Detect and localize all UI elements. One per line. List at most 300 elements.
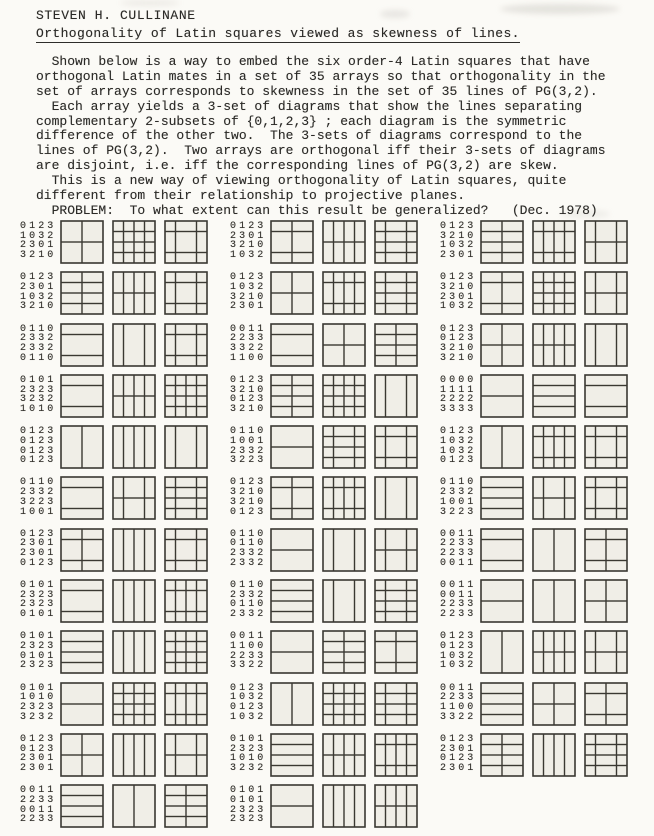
array-row: 3210	[20, 250, 57, 262]
array-entry	[440, 323, 652, 365]
partition-diagram-2	[532, 528, 576, 572]
latin-square-array	[20, 273, 60, 312]
array-row: 1032	[440, 301, 477, 313]
array-row: 0123	[230, 221, 267, 232]
array-row: 2332	[230, 609, 267, 621]
array-entry	[20, 323, 232, 365]
scan-smudge	[120, 0, 180, 6]
partition-diagram-1	[270, 630, 314, 674]
array-row: 0011	[230, 631, 267, 643]
partition-diagram-2	[322, 630, 366, 674]
array-row: 3322	[230, 660, 267, 672]
array-row: 0123	[20, 528, 57, 540]
partition-diagram-2	[112, 579, 156, 623]
array-entry	[20, 374, 232, 416]
array-row: 3322	[230, 342, 267, 354]
partition-diagram-2	[532, 733, 576, 777]
latin-square-array	[230, 427, 270, 466]
array-entry	[230, 528, 442, 570]
partition-diagram-1	[60, 425, 104, 469]
partition-diagram-2	[532, 476, 576, 520]
partition-diagram-3	[374, 220, 418, 264]
latin-square-array	[440, 530, 480, 569]
partition-diagram-1	[60, 784, 104, 828]
array-row: 2332	[230, 548, 267, 560]
array-row: 2301	[20, 763, 57, 775]
array-row: 0123	[440, 733, 477, 745]
latin-square-array	[20, 325, 60, 364]
array-row: 3223	[20, 496, 57, 508]
array-entry	[20, 528, 232, 570]
array-entry	[20, 271, 232, 313]
array-row: 3210	[440, 230, 477, 242]
array-row: 1100	[440, 702, 477, 714]
array-row: 0123	[20, 743, 57, 755]
array-row: 0123	[440, 641, 477, 653]
array-row: 0101	[20, 580, 57, 592]
partition-diagram-2	[322, 220, 366, 264]
array-row: 2233	[440, 538, 477, 550]
partition-diagram-2	[112, 374, 156, 418]
array-row: 2332	[20, 333, 57, 345]
partition-diagram-1	[270, 784, 314, 828]
partition-diagram-3	[374, 425, 418, 469]
partition-diagram-2	[322, 374, 366, 418]
array-row: 2332	[440, 487, 477, 499]
latin-square-array	[20, 376, 60, 415]
array-row: 0110	[230, 580, 267, 592]
array-row: 2301	[440, 763, 477, 775]
partition-diagram-1	[270, 220, 314, 264]
array-row: 2301	[440, 743, 477, 755]
array-row: 3223	[440, 506, 477, 518]
partition-diagram-1	[480, 682, 524, 726]
array-row: 1032	[230, 281, 267, 293]
array-row: 0123	[230, 702, 267, 714]
array-row: 2323	[20, 589, 57, 601]
array-row: 3223	[230, 455, 267, 467]
partition-diagram-2	[112, 220, 156, 264]
body-line: difference of the other two. The 3-sets of diagrams correspond to the	[36, 128, 583, 144]
array-entry	[440, 528, 652, 570]
array-row: 1001	[440, 496, 477, 508]
array-row: 0101	[230, 733, 267, 745]
array-entry	[230, 271, 442, 313]
array-row: 0101	[20, 631, 57, 643]
array-row: 1032	[440, 445, 477, 457]
partition-diagram-3	[164, 733, 208, 777]
partition-diagram-1	[60, 682, 104, 726]
latin-square-array	[20, 478, 60, 517]
array-row: 1100	[230, 352, 267, 364]
latin-square-array	[230, 735, 270, 774]
latin-square-array	[440, 273, 480, 312]
array-row: 0123	[20, 557, 57, 569]
partition-diagram-3	[164, 579, 208, 623]
arrays-column-2	[230, 220, 442, 836]
latin-square-array	[230, 376, 270, 415]
array-row: 2323	[230, 814, 267, 826]
body-line: are disjoint, i.e. iff the corresponding lines of PG(3,2) are skew.	[36, 158, 559, 174]
array-row: 0123	[230, 506, 267, 518]
partition-diagram-1	[480, 733, 524, 777]
partition-diagram-2	[532, 682, 576, 726]
array-row: 0123	[230, 394, 267, 406]
array-row: 0110	[20, 323, 57, 335]
latin-square-array	[230, 684, 270, 723]
latin-square-array	[440, 478, 480, 517]
partition-diagram-1	[270, 425, 314, 469]
array-row: 0110	[230, 528, 267, 540]
array-row: 0123	[230, 272, 267, 284]
array-row: 0123	[20, 426, 57, 438]
array-row: 3210	[440, 352, 477, 364]
array-row: 1032	[440, 240, 477, 252]
array-row: 3232	[20, 711, 57, 723]
array-row: 2323	[20, 599, 57, 611]
array-row: 0101	[20, 609, 57, 621]
array-row: 0011	[20, 785, 57, 797]
partition-diagram-3	[164, 682, 208, 726]
array-row: 2301	[440, 291, 477, 303]
array-entry	[20, 579, 232, 621]
array-row: 0123	[20, 272, 57, 284]
partition-diagram-3	[584, 323, 628, 367]
array-row: 2323	[230, 743, 267, 755]
array-row: 0123	[20, 221, 57, 232]
latin-square-array	[20, 632, 60, 671]
partition-diagram-2	[322, 579, 366, 623]
partition-diagram-2	[112, 682, 156, 726]
body-line: This is a new way of viewing orthogonality of Latin squares, quite	[36, 173, 567, 189]
latin-square-array	[20, 735, 60, 774]
partition-diagram-3	[164, 784, 208, 828]
partition-diagram-3	[374, 323, 418, 367]
array-row: 0123	[440, 272, 477, 284]
partition-diagram-1	[270, 528, 314, 572]
array-row: 0101	[20, 682, 57, 694]
partition-diagram-3	[164, 271, 208, 315]
latin-square-array	[20, 222, 60, 261]
array-row: 2332	[230, 589, 267, 601]
partition-diagram-3	[164, 425, 208, 469]
latin-square-array	[230, 632, 270, 671]
array-entry	[440, 425, 652, 467]
latin-square-array	[20, 581, 60, 620]
array-row: 0110	[230, 599, 267, 611]
latin-square-array	[230, 478, 270, 517]
array-row: 2332	[20, 487, 57, 499]
array-entry	[230, 784, 442, 826]
array-row: 0123	[230, 477, 267, 489]
latin-square-array	[230, 222, 270, 261]
partition-diagram-3	[584, 630, 628, 674]
array-row: 0110	[20, 352, 57, 364]
array-entry	[440, 682, 652, 724]
array-row: 1010	[230, 753, 267, 765]
partition-diagram-3	[584, 271, 628, 315]
partition-diagram-1	[60, 374, 104, 418]
array-row: 0000	[440, 374, 477, 386]
partition-diagram-2	[532, 271, 576, 315]
array-row: 0101	[230, 785, 267, 797]
array-entry	[230, 682, 442, 724]
array-row: 0110	[230, 538, 267, 550]
partition-diagram-1	[60, 528, 104, 572]
partition-diagram-1	[60, 476, 104, 520]
array-entry	[440, 220, 652, 262]
array-row: 1032	[230, 692, 267, 704]
array-row: 1032	[440, 650, 477, 662]
latin-square-array	[230, 786, 270, 825]
partition-diagram-2	[532, 579, 576, 623]
array-entry	[20, 220, 232, 262]
partition-diagram-1	[480, 579, 524, 623]
partition-diagram-1	[60, 630, 104, 674]
array-row: 0123	[440, 753, 477, 765]
latin-square-array	[230, 581, 270, 620]
array-row: 2332	[20, 342, 57, 354]
array-row: 3210	[230, 240, 267, 252]
array-entry	[230, 220, 442, 262]
array-entry	[230, 374, 442, 416]
partition-diagram-3	[164, 528, 208, 572]
array-row: 2233	[20, 814, 57, 826]
array-row: 2233	[440, 548, 477, 560]
array-row: 0123	[230, 374, 267, 386]
array-entry	[20, 784, 232, 826]
array-row: 1032	[230, 711, 267, 723]
partition-diagram-2	[112, 425, 156, 469]
array-row: 0123	[440, 426, 477, 438]
partition-diagram-3	[164, 630, 208, 674]
partition-diagram-1	[480, 528, 524, 572]
latin-square-array	[20, 684, 60, 723]
latin-square-array	[440, 632, 480, 671]
array-row: 0011	[440, 557, 477, 569]
body-line: different from their relationship to projective planes.	[36, 188, 466, 204]
array-row: 2222	[440, 394, 477, 406]
array-entry	[230, 425, 442, 467]
latin-square-array	[440, 222, 480, 261]
partition-diagram-3	[374, 784, 418, 828]
array-row: 1001	[20, 506, 57, 518]
latin-square-array	[440, 684, 480, 723]
array-row: 3333	[440, 403, 477, 415]
partition-diagram-2	[112, 271, 156, 315]
latin-square-array	[440, 376, 480, 415]
array-entry	[20, 425, 232, 467]
array-row: 0123	[440, 221, 477, 232]
array-entry	[230, 630, 442, 672]
latin-square-array	[20, 427, 60, 466]
array-row: 1100	[230, 641, 267, 653]
array-entry	[230, 733, 442, 775]
array-row: 3210	[230, 496, 267, 508]
array-row: 1032	[440, 435, 477, 447]
partition-diagram-1	[60, 579, 104, 623]
partition-diagram-3	[164, 220, 208, 264]
array-row: 2301	[20, 538, 57, 550]
partition-diagram-1	[480, 271, 524, 315]
partition-diagram-2	[322, 733, 366, 777]
partition-diagram-2	[532, 323, 576, 367]
partition-diagram-1	[60, 220, 104, 264]
partition-diagram-1	[270, 323, 314, 367]
partition-diagram-3	[584, 374, 628, 418]
partition-diagram-3	[584, 579, 628, 623]
array-row: 2332	[230, 557, 267, 569]
array-row: 0011	[440, 580, 477, 592]
array-row: 2233	[230, 333, 267, 345]
partition-diagram-1	[270, 579, 314, 623]
array-entry	[440, 271, 652, 313]
array-row: 3210	[440, 342, 477, 354]
array-row: 2301	[230, 301, 267, 313]
document-header	[36, 8, 520, 43]
partition-diagram-1	[480, 220, 524, 264]
array-row: 2332	[230, 445, 267, 457]
partition-diagram-1	[480, 630, 524, 674]
array-entry	[440, 630, 652, 672]
array-entry	[440, 476, 652, 518]
array-row: 0123	[20, 455, 57, 467]
array-row: 2301	[20, 753, 57, 765]
array-row: 0123	[440, 631, 477, 643]
partition-diagram-2	[322, 425, 366, 469]
latin-square-array	[230, 530, 270, 569]
latin-square-array	[440, 735, 480, 774]
partition-diagram-2	[112, 784, 156, 828]
array-row: 1032	[230, 250, 267, 262]
array-row: 3210	[230, 384, 267, 396]
partition-diagram-1	[60, 271, 104, 315]
array-row: 3232	[230, 763, 267, 775]
array-row: 2233	[20, 794, 57, 806]
array-row: 0123	[20, 733, 57, 745]
array-row: 2301	[440, 250, 477, 262]
partition-diagram-1	[480, 374, 524, 418]
array-row: 0011	[440, 682, 477, 694]
partition-diagram-1	[60, 733, 104, 777]
array-row: 0011	[230, 323, 267, 335]
partition-diagram-3	[374, 271, 418, 315]
partition-diagram-2	[532, 374, 576, 418]
body-line: Each array yields a 3-set of diagrams that show the lines separating	[36, 98, 583, 114]
partition-diagram-3	[584, 425, 628, 469]
partition-diagram-1	[270, 476, 314, 520]
partition-diagram-2	[322, 271, 366, 315]
array-entry	[20, 476, 232, 518]
array-row: 2233	[440, 692, 477, 704]
array-row: 3210	[230, 403, 267, 415]
array-row: 2323	[20, 384, 57, 396]
partition-diagram-3	[164, 323, 208, 367]
partition-diagram-3	[374, 733, 418, 777]
partition-diagram-1	[270, 733, 314, 777]
document-title: Orthogonality of Latin squares viewed as skewness of lines.	[36, 26, 520, 41]
partition-diagram-3	[374, 682, 418, 726]
array-row: 3210	[230, 291, 267, 303]
array-row: 1032	[20, 230, 57, 242]
body-line: lines of PG(3,2). Two arrays are orthogonal iff their 3-sets of diagrams	[36, 143, 606, 159]
partition-diagram-1	[480, 323, 524, 367]
partition-diagram-3	[584, 220, 628, 264]
partition-diagram-2	[322, 323, 366, 367]
array-entry	[20, 682, 232, 724]
partition-diagram-2	[112, 630, 156, 674]
array-row: 0011	[20, 804, 57, 816]
array-entry	[230, 579, 442, 621]
array-row: 0123	[230, 682, 267, 694]
array-row: 1111	[440, 384, 477, 396]
partition-diagram-3	[374, 476, 418, 520]
partition-diagram-3	[584, 733, 628, 777]
array-row: 0011	[440, 589, 477, 601]
array-entry	[230, 323, 442, 365]
array-row: 2301	[20, 548, 57, 560]
array-entry	[20, 630, 232, 672]
latin-square-array	[440, 581, 480, 620]
latin-square-array	[230, 325, 270, 364]
array-row: 0110	[440, 477, 477, 489]
partition-diagram-3	[374, 528, 418, 572]
partition-diagram-3	[584, 528, 628, 572]
array-row: 3322	[440, 711, 477, 723]
array-row: 0123	[20, 445, 57, 457]
array-row: 2323	[230, 804, 267, 816]
partition-diagram-1	[480, 425, 524, 469]
arrays-column-1	[20, 220, 232, 836]
latin-square-array	[440, 325, 480, 364]
array-row: 0110	[20, 477, 57, 489]
body-line: set of arrays corresponds to skewness in the set of 35 lines of PG(3,2).	[36, 83, 598, 99]
array-row: 0101	[20, 650, 57, 662]
partition-diagram-2	[322, 476, 366, 520]
partition-diagram-2	[112, 528, 156, 572]
array-row: 0101	[230, 794, 267, 806]
latin-square-array	[230, 273, 270, 312]
array-row: 2301	[20, 240, 57, 252]
partition-diagram-1	[270, 271, 314, 315]
array-row: 3210	[440, 281, 477, 293]
partition-diagram-3	[584, 476, 628, 520]
partition-diagram-3	[374, 579, 418, 623]
author-name: STEVEN H. CULLINANE	[36, 8, 196, 23]
array-row: 3232	[20, 394, 57, 406]
latin-square-array	[20, 786, 60, 825]
array-entry	[20, 733, 232, 775]
partition-diagram-2	[112, 476, 156, 520]
array-row: 1032	[440, 660, 477, 672]
array-row: 1010	[20, 692, 57, 704]
body-line: Shown below is a way to embed the six order-4 Latin squares that have	[36, 54, 590, 69]
array-entry	[440, 733, 652, 775]
array-row: 2323	[20, 641, 57, 653]
arrays-column-3	[440, 220, 652, 784]
partition-diagram-1	[480, 476, 524, 520]
array-row: 0123	[440, 323, 477, 335]
partition-diagram-2	[322, 682, 366, 726]
partition-diagram-2	[112, 323, 156, 367]
array-entry	[440, 579, 652, 621]
array-row: 0123	[440, 455, 477, 467]
partition-diagram-2	[532, 425, 576, 469]
array-entry	[440, 374, 652, 416]
latin-square-array	[20, 530, 60, 569]
partition-diagram-3	[374, 630, 418, 674]
partition-diagram-1	[270, 682, 314, 726]
